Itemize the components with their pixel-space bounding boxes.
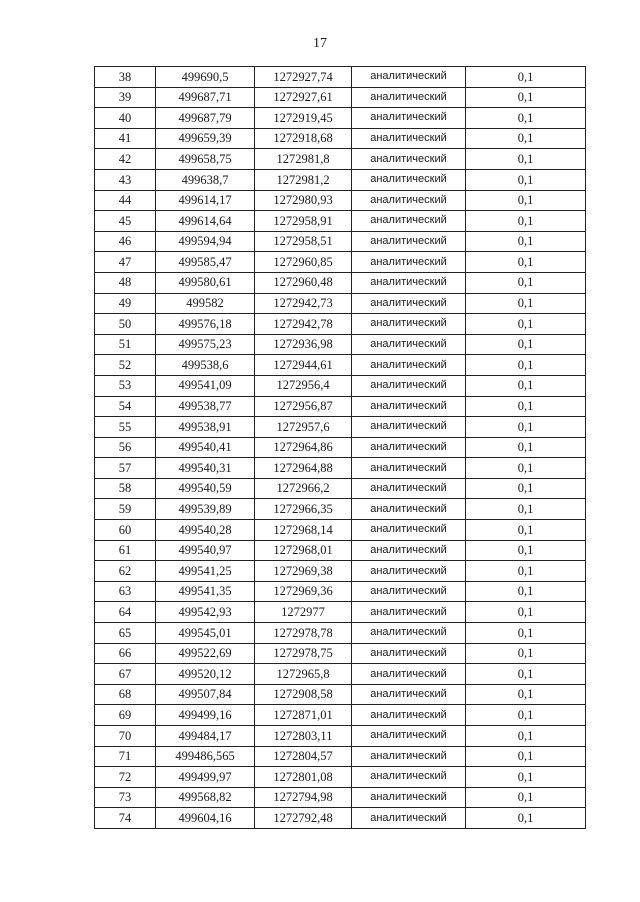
accuracy-cell: 0,1: [466, 808, 586, 829]
method-cell: аналитический: [352, 540, 466, 561]
method-cell: аналитический: [352, 437, 466, 458]
y-coordinate-cell: 1272960,85: [255, 252, 352, 273]
point-number-cell: 63: [95, 581, 156, 602]
x-coordinate-cell: 499638,7: [156, 169, 255, 190]
y-coordinate-cell: 1272968,14: [255, 520, 352, 541]
method-cell: аналитический: [352, 767, 466, 788]
method-cell: аналитический: [352, 190, 466, 211]
accuracy-cell: 0,1: [466, 231, 586, 252]
accuracy-cell: 0,1: [466, 108, 586, 129]
point-number-cell: 60: [95, 520, 156, 541]
accuracy-cell: 0,1: [466, 726, 586, 747]
accuracy-cell: 0,1: [466, 355, 586, 376]
y-coordinate-cell: 1272794,98: [255, 787, 352, 808]
accuracy-cell: 0,1: [466, 540, 586, 561]
x-coordinate-cell: 499659,39: [156, 128, 255, 149]
accuracy-cell: 0,1: [466, 67, 586, 88]
method-cell: аналитический: [352, 664, 466, 685]
accuracy-cell: 0,1: [466, 520, 586, 541]
y-coordinate-cell: 1272966,2: [255, 478, 352, 499]
table-row: [95, 87, 586, 108]
table-row: [95, 561, 586, 582]
accuracy-cell: 0,1: [466, 272, 586, 293]
point-number-cell: 38: [95, 67, 156, 88]
accuracy-cell: 0,1: [466, 211, 586, 232]
page-number: 17: [313, 36, 327, 51]
y-coordinate-cell: 1272981,2: [255, 169, 352, 190]
method-cell: аналитический: [352, 211, 466, 232]
point-number-cell: 41: [95, 128, 156, 149]
method-cell: аналитический: [352, 705, 466, 726]
point-number-cell: 50: [95, 314, 156, 335]
x-coordinate-cell: 499540,31: [156, 458, 255, 479]
point-number-cell: 49: [95, 293, 156, 314]
x-coordinate-cell: 499580,61: [156, 272, 255, 293]
point-number-cell: 40: [95, 108, 156, 129]
method-cell: аналитический: [352, 272, 466, 293]
method-cell: аналитический: [352, 149, 466, 170]
point-number-cell: 48: [95, 272, 156, 293]
method-cell: аналитический: [352, 252, 466, 273]
point-number-cell: 62: [95, 561, 156, 582]
table-row: [95, 746, 586, 767]
table-row: [95, 231, 586, 252]
y-coordinate-cell: 1272871,01: [255, 705, 352, 726]
x-coordinate-cell: 499582: [156, 293, 255, 314]
accuracy-cell: 0,1: [466, 581, 586, 602]
y-coordinate-cell: 1272927,61: [255, 87, 352, 108]
point-number-cell: 64: [95, 602, 156, 623]
accuracy-cell: 0,1: [466, 478, 586, 499]
x-coordinate-cell: 499575,23: [156, 334, 255, 355]
y-coordinate-cell: 1272980,93: [255, 190, 352, 211]
method-cell: аналитический: [352, 478, 466, 499]
x-coordinate-cell: 499576,18: [156, 314, 255, 335]
point-number-cell: 53: [95, 375, 156, 396]
x-coordinate-cell: 499614,64: [156, 211, 255, 232]
y-coordinate-cell: 1272919,45: [255, 108, 352, 129]
y-coordinate-cell: 1272792,48: [255, 808, 352, 829]
method-cell: аналитический: [352, 396, 466, 417]
y-coordinate-cell: 1272956,87: [255, 396, 352, 417]
point-number-cell: 54: [95, 396, 156, 417]
accuracy-cell: 0,1: [466, 252, 586, 273]
point-number-cell: 69: [95, 705, 156, 726]
x-coordinate-cell: 499585,47: [156, 252, 255, 273]
y-coordinate-cell: 1272803,11: [255, 726, 352, 747]
method-cell: аналитический: [352, 334, 466, 355]
table-row: [95, 169, 586, 190]
x-coordinate-cell: 499541,25: [156, 561, 255, 582]
method-cell: аналитический: [352, 787, 466, 808]
table-row: [95, 272, 586, 293]
point-number-cell: 51: [95, 334, 156, 355]
point-number-cell: 59: [95, 499, 156, 520]
y-coordinate-cell: 1272968,01: [255, 540, 352, 561]
y-coordinate-cell: 1272942,78: [255, 314, 352, 335]
accuracy-cell: 0,1: [466, 767, 586, 788]
method-cell: аналитический: [352, 128, 466, 149]
y-coordinate-cell: 1272927,74: [255, 67, 352, 88]
table-row: [95, 396, 586, 417]
y-coordinate-cell: 1272908,58: [255, 684, 352, 705]
method-cell: аналитический: [352, 684, 466, 705]
accuracy-cell: 0,1: [466, 684, 586, 705]
table-row: [95, 726, 586, 747]
method-cell: аналитический: [352, 746, 466, 767]
y-coordinate-cell: 1272978,75: [255, 643, 352, 664]
y-coordinate-cell: 1272801,08: [255, 767, 352, 788]
accuracy-cell: 0,1: [466, 314, 586, 335]
point-number-cell: 72: [95, 767, 156, 788]
accuracy-cell: 0,1: [466, 499, 586, 520]
accuracy-cell: 0,1: [466, 334, 586, 355]
table-row: [95, 149, 586, 170]
table-row: [95, 540, 586, 561]
y-coordinate-cell: 1272966,35: [255, 499, 352, 520]
method-cell: аналитический: [352, 375, 466, 396]
y-coordinate-cell: 1272981,8: [255, 149, 352, 170]
method-cell: аналитический: [352, 623, 466, 644]
x-coordinate-cell: 499538,77: [156, 396, 255, 417]
point-number-cell: 58: [95, 478, 156, 499]
accuracy-cell: 0,1: [466, 417, 586, 438]
table-row: [95, 211, 586, 232]
table-row: [95, 458, 586, 479]
x-coordinate-cell: 499687,71: [156, 87, 255, 108]
table-row: [95, 581, 586, 602]
table-row: [95, 684, 586, 705]
table-row: [95, 437, 586, 458]
method-cell: аналитический: [352, 726, 466, 747]
x-coordinate-cell: 499540,28: [156, 520, 255, 541]
y-coordinate-cell: 1272804,57: [255, 746, 352, 767]
x-coordinate-cell: 499499,16: [156, 705, 255, 726]
x-coordinate-cell: 499484,17: [156, 726, 255, 747]
y-coordinate-cell: 1272958,51: [255, 231, 352, 252]
point-number-cell: 65: [95, 623, 156, 644]
point-number-cell: 47: [95, 252, 156, 273]
table-row: [95, 108, 586, 129]
method-cell: аналитический: [352, 355, 466, 376]
accuracy-cell: 0,1: [466, 602, 586, 623]
x-coordinate-cell: 499542,93: [156, 602, 255, 623]
point-number-cell: 45: [95, 211, 156, 232]
point-number-cell: 67: [95, 664, 156, 685]
accuracy-cell: 0,1: [466, 561, 586, 582]
y-coordinate-cell: 1272958,91: [255, 211, 352, 232]
y-coordinate-cell: 1272918,68: [255, 128, 352, 149]
x-coordinate-cell: 499540,59: [156, 478, 255, 499]
method-cell: аналитический: [352, 602, 466, 623]
accuracy-cell: 0,1: [466, 458, 586, 479]
x-coordinate-cell: 499538,6: [156, 355, 255, 376]
point-number-cell: 73: [95, 787, 156, 808]
accuracy-cell: 0,1: [466, 149, 586, 170]
x-coordinate-cell: 499539,89: [156, 499, 255, 520]
point-number-cell: 66: [95, 643, 156, 664]
x-coordinate-cell: 499522,69: [156, 643, 255, 664]
point-number-cell: 70: [95, 726, 156, 747]
x-coordinate-cell: 499520,12: [156, 664, 255, 685]
x-coordinate-cell: 499486,565: [156, 746, 255, 767]
method-cell: аналитический: [352, 458, 466, 479]
y-coordinate-cell: 1272965,8: [255, 664, 352, 685]
method-cell: аналитический: [352, 499, 466, 520]
point-number-cell: 57: [95, 458, 156, 479]
table-row: [95, 499, 586, 520]
x-coordinate-cell: 499541,09: [156, 375, 255, 396]
point-number-cell: 46: [95, 231, 156, 252]
y-coordinate-cell: 1272936,98: [255, 334, 352, 355]
point-number-cell: 55: [95, 417, 156, 438]
table-row: [95, 417, 586, 438]
method-cell: аналитический: [352, 581, 466, 602]
x-coordinate-cell: 499604,16: [156, 808, 255, 829]
table-row: [95, 623, 586, 644]
x-coordinate-cell: 499690,5: [156, 67, 255, 88]
table-row: [95, 334, 586, 355]
x-coordinate-cell: 499687,79: [156, 108, 255, 129]
x-coordinate-cell: 499614,17: [156, 190, 255, 211]
x-coordinate-cell: 499507,84: [156, 684, 255, 705]
method-cell: аналитический: [352, 108, 466, 129]
table-row: [95, 787, 586, 808]
accuracy-cell: 0,1: [466, 293, 586, 314]
method-cell: аналитический: [352, 87, 466, 108]
point-number-cell: 56: [95, 437, 156, 458]
method-cell: аналитический: [352, 417, 466, 438]
y-coordinate-cell: 1272960,48: [255, 272, 352, 293]
point-number-cell: 43: [95, 169, 156, 190]
point-number-cell: 52: [95, 355, 156, 376]
table-row: [95, 355, 586, 376]
method-cell: аналитический: [352, 561, 466, 582]
point-number-cell: 44: [95, 190, 156, 211]
x-coordinate-cell: 499568,82: [156, 787, 255, 808]
accuracy-cell: 0,1: [466, 169, 586, 190]
accuracy-cell: 0,1: [466, 746, 586, 767]
method-cell: аналитический: [352, 808, 466, 829]
accuracy-cell: 0,1: [466, 623, 586, 644]
y-coordinate-cell: 1272969,38: [255, 561, 352, 582]
x-coordinate-cell: 499658,75: [156, 149, 255, 170]
point-number-cell: 71: [95, 746, 156, 767]
y-coordinate-cell: 1272969,36: [255, 581, 352, 602]
x-coordinate-cell: 499540,97: [156, 540, 255, 561]
accuracy-cell: 0,1: [466, 375, 586, 396]
accuracy-cell: 0,1: [466, 643, 586, 664]
table-row: [95, 67, 586, 88]
x-coordinate-cell: 499541,35: [156, 581, 255, 602]
table-row: [95, 643, 586, 664]
accuracy-cell: 0,1: [466, 190, 586, 211]
y-coordinate-cell: 1272944,61: [255, 355, 352, 376]
method-cell: аналитический: [352, 314, 466, 335]
table-row: [95, 602, 586, 623]
point-number-cell: 39: [95, 87, 156, 108]
accuracy-cell: 0,1: [466, 128, 586, 149]
table-row: [95, 767, 586, 788]
y-coordinate-cell: 1272978,78: [255, 623, 352, 644]
method-cell: аналитический: [352, 643, 466, 664]
coordinates-table-body: [95, 67, 586, 829]
y-coordinate-cell: 1272964,86: [255, 437, 352, 458]
table-row: [95, 375, 586, 396]
accuracy-cell: 0,1: [466, 87, 586, 108]
table-row: [95, 190, 586, 211]
y-coordinate-cell: 1272964,88: [255, 458, 352, 479]
table-row: [95, 314, 586, 335]
coordinates-table: [94, 66, 586, 829]
accuracy-cell: 0,1: [466, 787, 586, 808]
accuracy-cell: 0,1: [466, 705, 586, 726]
point-number-cell: 61: [95, 540, 156, 561]
x-coordinate-cell: 499540,41: [156, 437, 255, 458]
y-coordinate-cell: 1272957,6: [255, 417, 352, 438]
table-row: [95, 520, 586, 541]
accuracy-cell: 0,1: [466, 396, 586, 417]
point-number-cell: 42: [95, 149, 156, 170]
table-row: [95, 705, 586, 726]
y-coordinate-cell: 1272942,73: [255, 293, 352, 314]
table-row: [95, 478, 586, 499]
method-cell: аналитический: [352, 67, 466, 88]
y-coordinate-cell: 1272977: [255, 602, 352, 623]
method-cell: аналитический: [352, 169, 466, 190]
x-coordinate-cell: 499499,97: [156, 767, 255, 788]
table-row: [95, 664, 586, 685]
table-row: [95, 128, 586, 149]
x-coordinate-cell: 499545,01: [156, 623, 255, 644]
point-number-cell: 68: [95, 684, 156, 705]
x-coordinate-cell: 499538,91: [156, 417, 255, 438]
accuracy-cell: 0,1: [466, 437, 586, 458]
x-coordinate-cell: 499594,94: [156, 231, 255, 252]
table-row: [95, 252, 586, 273]
method-cell: аналитический: [352, 520, 466, 541]
method-cell: аналитический: [352, 231, 466, 252]
accuracy-cell: 0,1: [466, 664, 586, 685]
table-row: [95, 808, 586, 829]
point-number-cell: 74: [95, 808, 156, 829]
table-row: [95, 293, 586, 314]
method-cell: аналитический: [352, 293, 466, 314]
y-coordinate-cell: 1272956,4: [255, 375, 352, 396]
